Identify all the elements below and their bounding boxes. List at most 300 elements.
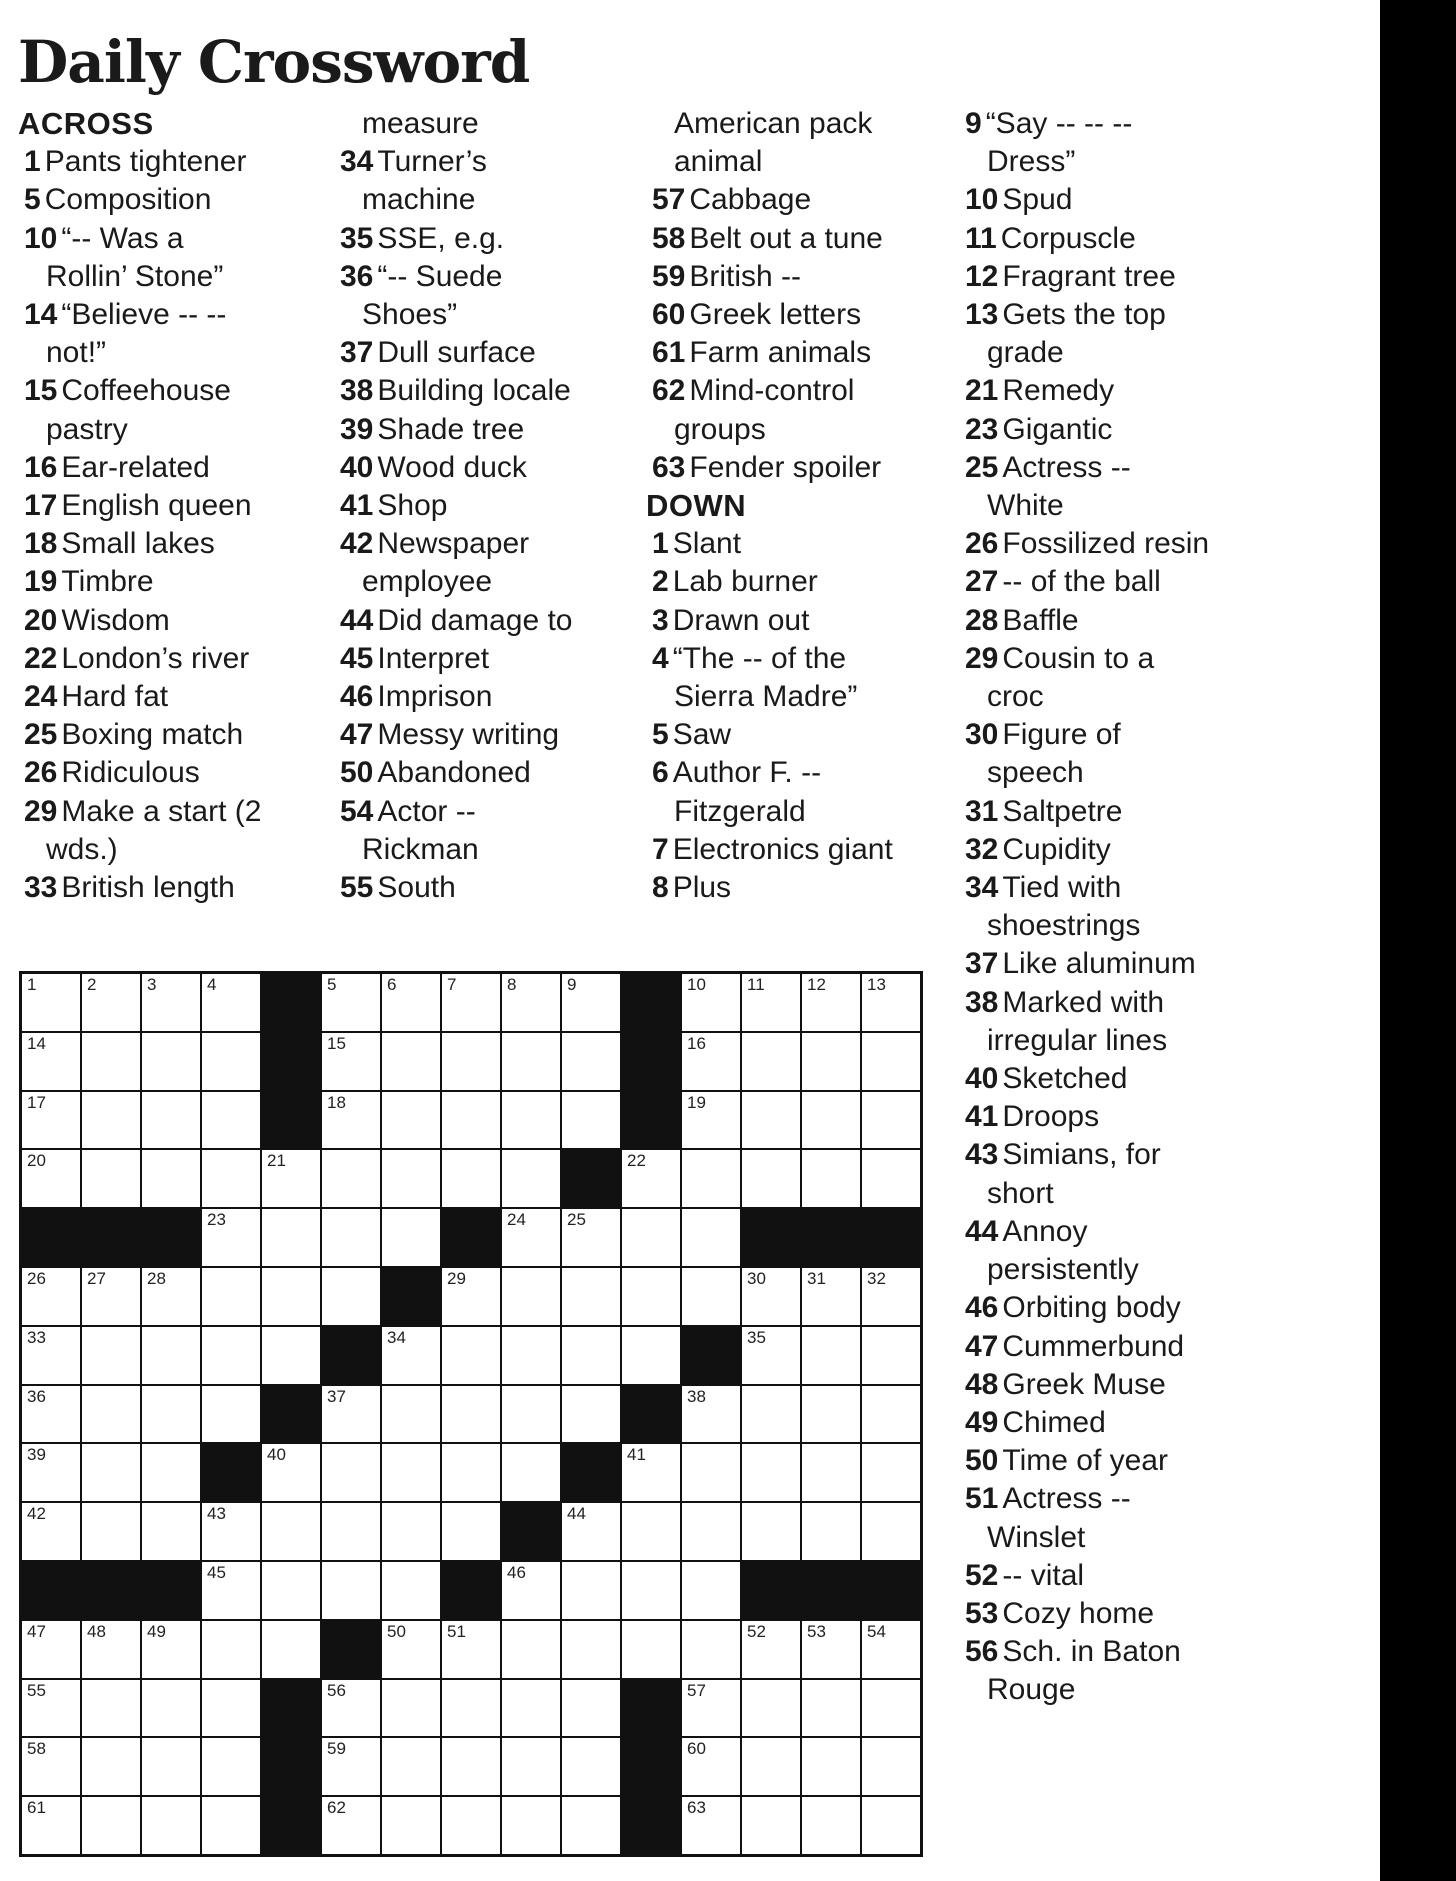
grid-cell[interactable] xyxy=(142,1680,200,1737)
grid-cell[interactable] xyxy=(142,1033,200,1090)
clue-line xyxy=(18,602,318,640)
grid-cell[interactable] xyxy=(442,1444,500,1501)
clue-line xyxy=(334,831,634,869)
grid-cell[interactable] xyxy=(202,1209,260,1266)
grid-cell[interactable] xyxy=(262,1209,320,1266)
grid-cell[interactable] xyxy=(802,1092,860,1149)
grid-cell[interactable] xyxy=(442,1797,500,1854)
clue-line xyxy=(334,602,634,640)
grid-cell[interactable] xyxy=(802,1503,860,1560)
clue-line xyxy=(959,258,1259,296)
grid-cell[interactable] xyxy=(82,1797,140,1854)
grid-cell[interactable] xyxy=(382,1150,440,1207)
grid-cell[interactable] xyxy=(442,1268,500,1325)
grid-cell[interactable] xyxy=(622,1503,680,1560)
clue-number: 5 xyxy=(652,718,669,752)
grid-cell[interactable] xyxy=(682,1444,740,1501)
cell-number: 43 xyxy=(207,1504,226,1524)
clue-line xyxy=(18,181,318,219)
page-title: Daily Crossword xyxy=(18,28,530,96)
clue-text: Wood duck xyxy=(377,450,527,484)
clue-number: 40 xyxy=(340,450,374,484)
clue-number: 38 xyxy=(340,374,374,408)
grid-cell[interactable] xyxy=(382,1444,440,1501)
black-square xyxy=(562,1150,620,1207)
clue-text: Slant xyxy=(672,527,742,561)
grid-cell[interactable] xyxy=(322,1386,380,1443)
cell-number: 63 xyxy=(687,1798,706,1818)
grid-cell[interactable] xyxy=(862,1738,920,1795)
grid-cell[interactable] xyxy=(742,1092,800,1149)
clue-number: 37 xyxy=(340,336,374,370)
grid-cell[interactable] xyxy=(802,1268,860,1325)
grid-cell[interactable] xyxy=(262,1503,320,1560)
grid-cell[interactable] xyxy=(802,974,860,1031)
grid-cell[interactable] xyxy=(682,1562,740,1619)
grid-cell[interactable] xyxy=(202,974,260,1031)
grid-cell[interactable] xyxy=(742,1033,800,1090)
grid-cell[interactable] xyxy=(682,1150,740,1207)
clue-text: Rickman xyxy=(362,832,479,866)
grid-cell[interactable] xyxy=(682,1209,740,1266)
grid-cell[interactable] xyxy=(502,1150,560,1207)
grid-cell[interactable] xyxy=(862,1503,920,1560)
grid-cell[interactable] xyxy=(322,1562,380,1619)
clue-number: 18 xyxy=(24,527,58,561)
clue-number: 39 xyxy=(340,412,374,446)
grid-cell[interactable] xyxy=(742,1503,800,1560)
grid-cell[interactable] xyxy=(382,1209,440,1266)
cell-number: 29 xyxy=(447,1268,466,1288)
grid-cell[interactable] xyxy=(442,974,500,1031)
clue-number: 34 xyxy=(965,871,999,905)
clue-text: Saw xyxy=(672,718,732,752)
grid-cell[interactable] xyxy=(22,1033,80,1090)
grid-cell[interactable] xyxy=(622,1621,680,1678)
grid-cell[interactable] xyxy=(562,1092,620,1149)
clue-number: 38 xyxy=(965,985,999,1019)
grid-cell[interactable] xyxy=(442,1092,500,1149)
grid-cell[interactable] xyxy=(382,1562,440,1619)
grid-cell[interactable] xyxy=(562,1680,620,1737)
black-square xyxy=(802,1209,860,1266)
grid-cell[interactable] xyxy=(742,1327,800,1384)
grid-cell[interactable] xyxy=(202,1150,260,1207)
grid-cell[interactable] xyxy=(622,1150,680,1207)
grid-cell[interactable] xyxy=(262,1562,320,1619)
grid-cell[interactable] xyxy=(742,1268,800,1325)
grid-cell[interactable] xyxy=(322,1797,380,1854)
grid-cell[interactable] xyxy=(442,1327,500,1384)
black-square xyxy=(862,1209,920,1266)
grid-cell[interactable] xyxy=(82,1621,140,1678)
grid-cell[interactable] xyxy=(562,1268,620,1325)
grid-cell[interactable] xyxy=(862,1386,920,1443)
clue-line xyxy=(646,296,946,334)
grid-cell[interactable] xyxy=(142,1738,200,1795)
clue-number: 48 xyxy=(965,1367,999,1401)
clue-line xyxy=(646,143,946,181)
clue-column-4 xyxy=(959,105,1259,1710)
grid-cell[interactable] xyxy=(742,1738,800,1795)
clue-number: 32 xyxy=(965,832,999,866)
grid-cell[interactable] xyxy=(202,1738,260,1795)
clue-line xyxy=(959,1022,1259,1060)
grid-cell[interactable] xyxy=(502,1209,560,1266)
grid-cell[interactable] xyxy=(862,1444,920,1501)
grid-cell[interactable] xyxy=(562,1621,620,1678)
grid-cell[interactable] xyxy=(502,1797,560,1854)
grid-cell[interactable] xyxy=(862,1680,920,1737)
grid-cell[interactable] xyxy=(22,1327,80,1384)
clue-line xyxy=(959,525,1259,563)
grid-cell[interactable] xyxy=(202,1562,260,1619)
grid-cell[interactable] xyxy=(322,1209,380,1266)
black-square xyxy=(862,1562,920,1619)
grid-cell[interactable] xyxy=(262,1444,320,1501)
grid-cell[interactable] xyxy=(622,1444,680,1501)
grid-cell[interactable] xyxy=(202,1503,260,1560)
grid-cell[interactable] xyxy=(802,1150,860,1207)
black-square xyxy=(622,1797,680,1854)
clue-number: 26 xyxy=(24,756,58,790)
clue-text: Like aluminum xyxy=(1002,947,1196,981)
clue-text: Rouge xyxy=(987,1673,1076,1707)
grid-cell[interactable] xyxy=(322,974,380,1031)
cell-number: 55 xyxy=(27,1680,46,1700)
grid-cell[interactable] xyxy=(442,1680,500,1737)
clue-number: 40 xyxy=(965,1062,999,1096)
grid-cell[interactable] xyxy=(22,1268,80,1325)
clue-column-3 xyxy=(646,105,946,907)
grid-cell[interactable] xyxy=(502,1268,560,1325)
black-square xyxy=(22,1209,80,1266)
clue-text: Fossilized resin xyxy=(1002,527,1210,561)
clue-line xyxy=(334,334,634,372)
grid-cell[interactable] xyxy=(142,974,200,1031)
grid-cell[interactable] xyxy=(802,1621,860,1678)
grid-cell[interactable] xyxy=(502,1327,560,1384)
grid-cell[interactable] xyxy=(202,1327,260,1384)
grid-cell[interactable] xyxy=(802,1797,860,1854)
clue-number: 61 xyxy=(652,336,686,370)
grid-cell[interactable] xyxy=(382,1033,440,1090)
grid-cell[interactable] xyxy=(562,1738,620,1795)
grid-cell[interactable] xyxy=(502,1444,560,1501)
grid-cell[interactable] xyxy=(562,1562,620,1619)
clue-text: Electronics giant xyxy=(672,832,893,866)
cell-number: 25 xyxy=(567,1210,586,1230)
grid-cell[interactable] xyxy=(202,1033,260,1090)
clue-text: Time of year xyxy=(1002,1444,1168,1478)
grid-cell[interactable] xyxy=(82,1150,140,1207)
clue-line xyxy=(18,869,318,907)
grid-cell[interactable] xyxy=(742,1797,800,1854)
grid-cell[interactable] xyxy=(142,1327,200,1384)
grid-cell[interactable] xyxy=(382,1621,440,1678)
clue-number: 36 xyxy=(340,259,374,293)
grid-cell[interactable] xyxy=(862,1797,920,1854)
cell-number: 57 xyxy=(687,1680,706,1700)
black-square xyxy=(262,1033,320,1090)
clue-line xyxy=(334,220,634,258)
clue-line xyxy=(646,831,946,869)
clue-text: Actress -- xyxy=(1002,1482,1131,1516)
grid-cell[interactable] xyxy=(22,974,80,1031)
grid-cell[interactable] xyxy=(202,1621,260,1678)
clue-line xyxy=(959,602,1259,640)
grid-cell[interactable] xyxy=(502,1738,560,1795)
clue-line xyxy=(18,754,318,792)
grid-cell[interactable] xyxy=(82,1092,140,1149)
grid-cell[interactable] xyxy=(382,1327,440,1384)
grid-cell[interactable] xyxy=(622,1327,680,1384)
clue-number: 47 xyxy=(965,1329,999,1363)
black-square xyxy=(622,1386,680,1443)
clue-text: Coffeehouse xyxy=(61,374,231,408)
clue-number: 30 xyxy=(965,718,999,752)
grid-cell[interactable] xyxy=(22,1738,80,1795)
grid-cell[interactable] xyxy=(802,1680,860,1737)
grid-cell[interactable] xyxy=(682,1738,740,1795)
grid-cell[interactable] xyxy=(562,1386,620,1443)
grid-cell[interactable] xyxy=(862,1092,920,1149)
grid-cell[interactable] xyxy=(862,974,920,1031)
grid-cell[interactable] xyxy=(502,1621,560,1678)
clue-line xyxy=(959,678,1259,716)
clue-column-2 xyxy=(334,105,634,907)
grid-cell[interactable] xyxy=(142,1268,200,1325)
clue-line xyxy=(959,105,1259,143)
clue-line xyxy=(334,105,634,143)
grid-cell[interactable] xyxy=(742,1386,800,1443)
grid-cell[interactable] xyxy=(142,1444,200,1501)
grid-cell[interactable] xyxy=(742,1150,800,1207)
grid-cell[interactable] xyxy=(322,1738,380,1795)
clue-line xyxy=(959,1098,1259,1136)
grid-cell[interactable] xyxy=(862,1033,920,1090)
grid-cell[interactable] xyxy=(682,1503,740,1560)
grid-cell[interactable] xyxy=(262,1150,320,1207)
grid-cell[interactable] xyxy=(862,1268,920,1325)
clue-line xyxy=(646,372,946,410)
clue-number: 44 xyxy=(965,1214,999,1248)
grid-cell[interactable] xyxy=(202,1092,260,1149)
grid-cell[interactable] xyxy=(322,1444,380,1501)
grid-cell[interactable] xyxy=(22,1503,80,1560)
clue-number: 50 xyxy=(965,1444,999,1478)
grid-cell[interactable] xyxy=(22,1444,80,1501)
grid-cell[interactable] xyxy=(742,1680,800,1737)
clue-line xyxy=(959,220,1259,258)
clue-number: 13 xyxy=(965,298,999,332)
clue-text: Turner’s xyxy=(377,145,487,179)
clue-text: Small lakes xyxy=(61,527,215,561)
cell-number: 2 xyxy=(87,975,97,994)
grid-cell[interactable] xyxy=(82,1680,140,1737)
clue-text: Wisdom xyxy=(61,603,170,637)
grid-cell[interactable] xyxy=(802,1444,860,1501)
clue-line xyxy=(18,831,318,869)
clue-number: 58 xyxy=(652,221,686,255)
cell-number: 39 xyxy=(27,1445,46,1465)
clue-text: Tied with xyxy=(1002,871,1122,905)
grid-cell[interactable] xyxy=(742,974,800,1031)
grid-cell[interactable] xyxy=(562,1503,620,1560)
grid-cell[interactable] xyxy=(682,1680,740,1737)
grid-cell[interactable] xyxy=(382,1797,440,1854)
clue-text: Abandoned xyxy=(377,756,531,790)
grid-cell[interactable] xyxy=(22,1092,80,1149)
grid-cell[interactable] xyxy=(142,1092,200,1149)
grid-cell[interactable] xyxy=(142,1386,200,1443)
grid-cell[interactable] xyxy=(682,1268,740,1325)
grid-cell[interactable] xyxy=(322,1268,380,1325)
grid-cell[interactable] xyxy=(502,1033,560,1090)
clue-number: 41 xyxy=(340,489,374,523)
grid-cell[interactable] xyxy=(262,1621,320,1678)
grid-cell[interactable] xyxy=(682,1033,740,1090)
grid-cell[interactable] xyxy=(562,1209,620,1266)
clue-text: croc xyxy=(987,680,1044,714)
clue-number: 50 xyxy=(340,756,374,790)
clue-text: Winslet xyxy=(987,1520,1086,1554)
grid-cell[interactable] xyxy=(22,1150,80,1207)
grid-cell[interactable] xyxy=(202,1268,260,1325)
clue-text: English queen xyxy=(61,489,252,523)
grid-cell[interactable] xyxy=(862,1327,920,1384)
clue-text: persistently xyxy=(987,1253,1139,1287)
grid-cell[interactable] xyxy=(862,1150,920,1207)
clue-line xyxy=(959,1480,1259,1518)
clue-line xyxy=(646,716,946,754)
grid-cell[interactable] xyxy=(142,1150,200,1207)
grid-cell[interactable] xyxy=(142,1797,200,1854)
grid-cell[interactable] xyxy=(322,1033,380,1090)
grid-cell[interactable] xyxy=(742,1621,800,1678)
grid-cell[interactable] xyxy=(502,1092,560,1149)
grid-cell[interactable] xyxy=(22,1797,80,1854)
cell-number: 60 xyxy=(687,1739,706,1759)
grid-cell[interactable] xyxy=(562,1797,620,1854)
grid-cell[interactable] xyxy=(682,974,740,1031)
grid-cell[interactable] xyxy=(22,1386,80,1443)
grid-cell[interactable] xyxy=(862,1621,920,1678)
grid-cell[interactable] xyxy=(82,1327,140,1384)
grid-cell[interactable] xyxy=(802,1033,860,1090)
grid-cell[interactable] xyxy=(442,1386,500,1443)
black-square xyxy=(82,1209,140,1266)
cell-number: 36 xyxy=(27,1386,46,1406)
cell-number: 14 xyxy=(27,1033,46,1053)
clue-text: “-- Was a xyxy=(61,221,184,255)
grid-cell[interactable] xyxy=(322,1680,380,1737)
grid-cell[interactable] xyxy=(322,1503,380,1560)
clue-number: 28 xyxy=(965,603,999,637)
cell-number: 52 xyxy=(747,1621,766,1641)
clue-text: Lab burner xyxy=(672,565,818,599)
grid-cell[interactable] xyxy=(622,1209,680,1266)
grid-cell[interactable] xyxy=(442,1033,500,1090)
grid-cell[interactable] xyxy=(442,1738,500,1795)
black-square xyxy=(682,1327,740,1384)
grid-cell[interactable] xyxy=(202,1797,260,1854)
grid-cell[interactable] xyxy=(622,1562,680,1619)
grid-cell[interactable] xyxy=(502,1386,560,1443)
clue-number: 35 xyxy=(340,221,374,255)
grid-cell[interactable] xyxy=(142,1503,200,1560)
clue-line xyxy=(959,1175,1259,1213)
grid-cell[interactable] xyxy=(382,974,440,1031)
clue-line xyxy=(18,372,318,410)
grid-cell[interactable] xyxy=(802,1738,860,1795)
clue-text: Messy writing xyxy=(377,718,560,752)
clue-number: 16 xyxy=(24,450,58,484)
grid-cell[interactable] xyxy=(802,1327,860,1384)
grid-cell[interactable] xyxy=(682,1621,740,1678)
grid-cell[interactable] xyxy=(442,1503,500,1560)
grid-cell[interactable] xyxy=(562,1033,620,1090)
grid-cell[interactable] xyxy=(502,974,560,1031)
grid-cell[interactable] xyxy=(442,1150,500,1207)
grid-cell[interactable] xyxy=(442,1621,500,1678)
clue-line xyxy=(959,1595,1259,1633)
clue-number: 31 xyxy=(965,794,999,828)
grid-cell[interactable] xyxy=(82,1444,140,1501)
grid-cell[interactable] xyxy=(502,1562,560,1619)
grid-cell[interactable] xyxy=(82,1268,140,1325)
grid-cell[interactable] xyxy=(82,1738,140,1795)
grid-cell[interactable] xyxy=(82,1503,140,1560)
cell-number: 44 xyxy=(567,1504,586,1524)
grid-cell[interactable] xyxy=(562,974,620,1031)
clue-text: Chimed xyxy=(1002,1405,1106,1439)
grid-cell[interactable] xyxy=(82,1033,140,1090)
clue-line xyxy=(18,258,318,296)
grid-cell[interactable] xyxy=(82,1386,140,1443)
grid-cell[interactable] xyxy=(562,1327,620,1384)
cell-number: 12 xyxy=(807,975,826,994)
grid-cell[interactable] xyxy=(142,1621,200,1678)
grid-cell[interactable] xyxy=(22,1680,80,1737)
black-square xyxy=(322,1621,380,1678)
grid-cell[interactable] xyxy=(22,1621,80,1678)
grid-cell[interactable] xyxy=(802,1386,860,1443)
grid-cell[interactable] xyxy=(202,1680,260,1737)
grid-cell[interactable] xyxy=(682,1092,740,1149)
clue-number: 63 xyxy=(652,450,686,484)
grid-cell[interactable] xyxy=(682,1386,740,1443)
grid-cell[interactable] xyxy=(382,1738,440,1795)
grid-cell[interactable] xyxy=(82,974,140,1031)
grid-cell[interactable] xyxy=(502,1680,560,1737)
cell-number: 46 xyxy=(507,1562,526,1582)
cell-number: 21 xyxy=(267,1151,286,1171)
grid-cell[interactable] xyxy=(382,1092,440,1149)
grid-cell[interactable] xyxy=(682,1797,740,1854)
grid-cell[interactable] xyxy=(322,1092,380,1149)
grid-cell[interactable] xyxy=(322,1150,380,1207)
grid-cell[interactable] xyxy=(742,1444,800,1501)
grid-cell[interactable] xyxy=(382,1503,440,1560)
grid-cell[interactable] xyxy=(262,1268,320,1325)
grid-cell[interactable] xyxy=(262,1327,320,1384)
clue-number: 1 xyxy=(24,145,41,179)
grid-cell[interactable] xyxy=(382,1680,440,1737)
grid-cell[interactable] xyxy=(382,1386,440,1443)
grid-cell[interactable] xyxy=(202,1386,260,1443)
grid-cell[interactable] xyxy=(622,1268,680,1325)
